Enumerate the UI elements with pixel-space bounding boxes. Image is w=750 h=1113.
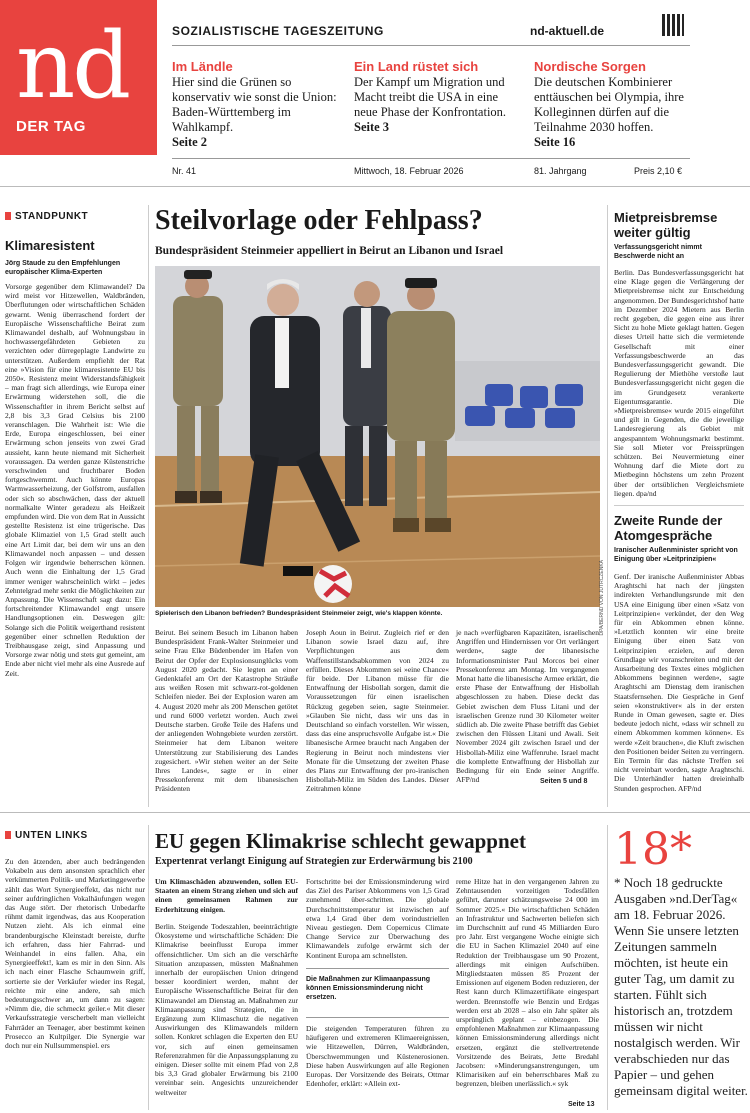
teaser-text: Der Kampf um Migration und Macht treibt die USA in eine neue Phase der Konfrontation.	[354, 75, 507, 119]
issue-date: Mittwoch, 18. Februar 2026	[354, 166, 464, 176]
issue-number: Nr. 41	[172, 166, 197, 176]
section-label: STANDPUNKT	[15, 211, 89, 222]
photo-credit: DPA/BERND VON JUTRCZENKA	[599, 560, 605, 636]
lead-photo	[155, 266, 600, 607]
divider	[0, 186, 750, 187]
klima-col-1: Berlin. Steigende Todeszahlen, beeinträchtigte Ökosysteme und wirtschaftliche Schäden: Die Klimakrise beeinflusst Europa immer offensichtlicher. Um sich an die verschärfte Situation anzupassen, müssten Maßnahmen innerhalb der europäischen Union dringend besser koordiniert werden, mahnt der Europäische Wissenschaftliche Beirat für den Klimawandel am Dienstag an. Maßnahmen zur Klimaanpassung sind Strategien, die in Ergänzung zum Klimaschutz die negativen Auswirkungen des Klimawandels mildern sollen. Konkret schlagen die Experten den EU vor, sich auf einen gemeinsamen Referenzrahmen für die Anpassungsplanung zu einigen. Dieser sollte mit einem Pfad von 2,8 bis 3,3 Grad globaler Erwärmung bis 2100 vereinbar sein. Angesichts unzureichender weltweiter	[155, 922, 298, 1097]
side2-sub: Iranischer Außenminister spricht von Einigung über »Leitprinzipien«	[614, 547, 738, 563]
lead-page-ref[interactable]: Seiten 5 und 8	[540, 778, 588, 785]
price: Preis 2,10 €	[634, 166, 683, 176]
section-label: UNTEN LINKS	[15, 830, 88, 841]
section-unten-links	[5, 830, 88, 841]
teaser-kicker: Im Ländle	[172, 59, 233, 74]
divider	[614, 505, 744, 506]
lead-headline[interactable]: Steilvorlage oder Fehlpass?	[155, 205, 483, 236]
teaser-page: Seite 3	[354, 120, 390, 134]
teaser-kicker: Nordische Sorgen	[534, 59, 646, 74]
farewell-number: 18*	[614, 824, 692, 875]
logo-text: nd	[16, 12, 129, 119]
side1-body: Berlin. Das Bundesverfassungsgericht hat eine Klage gegen die Verlängerung der Mietpreisbremse nicht zur Entscheidung angenommen. Der Bundesgerichtshof hatte im Dezember 2024 Mietern aus Berlin recht gegeben, die gegen eine aus ihrer Sicht zu hohe Miete geklagt hatten. Gegen dieses Urteil hatte sich die vermietende Gesellschaft mit einer Verfassungsbeschwerde an das Bundesverfassungsgericht gewandt. Die Regulierung der Miethöhe verstoße laut Bundesverfassungsgericht nicht gegen die im Grundgesetz verankerte Eigentumsgarantie. Die »Mietpreisbremse« wurde 2015 eingeführt und gilt in Gegenden, die die jeweilige Landesregierung als Gebiet mit angespanntem Wohnungsmarkt bestimmt. Sie soll Mieter vor Preissprüngen schützen. Bei Neuvermietung einer Wohnung darf die Miete dort zu Mietbeginn höchstens um zehn Prozent über der ortsüblichen Vergleichsmiete liegen. dpa/nd	[614, 268, 744, 498]
standpunkt-body: Vorsorge gegenüber dem Klimawandel? Da wird meist vor Hitzewellen, Waldbränden, Überflutungen oder wirtschaftlichen Schäden gewarnt. Wenig überraschend fordert der Europäische Wissenschaftliche Beirat zum Klimawandel deshalb, auf Wohnungsbau in hochwassergefährdeten Gebieten zu verzichten oder dürregeplagte Landwirte zu unterstützen. Außerdem empfiehlt der Rat eine »Vision für eine klimaresistente EU bis 2050«. Resistenz meint Widerstandsfähigkeit – man fragt sich allerdings, wie Europa einer Erwärmung widerstehen soll, die die Wissenschaftler in ihrem Bericht selbst auf 2,8 bis 3,3 Grad Celsius bis 2100 veranschlagen. Die Wahrheit ist: Wie die Erde, Europa eingeschlossen, bei einer Erwärmung schon jenseits von zwei Grad aussieht, kann heute niemand mit Sicherheit voraussagen. Da werden ganze Küstenstriche verschwinden und fruchtbarer Boden fortgeschwemmt. Auch könnte Europas Warmwasserheizung, der Golfstrom, ausfallen oder sich so abschwächen, dass der aktuell normalkalte Winter geradezu als Heißzeit empfunden wird. Die von dem Rat in Aussicht gestellte Resistenz ist eine trügerische. Das globale Klimaziel von 1,5 Grad stellt auch eine Art Limit dar, bei dem wir uns an den Klimawandel noch anpassen – und dessen Folgen wir irgendwie beherrschen können. Auch wenn die Einhaltung der 1,5 Grad immer weniger wahrscheinlich wirkt – jedes Zehntelgrad mehr senkt die Möglichkeiten zur Anpassung. Die Wissenschaft sagt dazu: Ein fortschreitender Klimawandel engt unsere Handlungsoptionen ein. Deswegen gilt: Solange sich die Politik weigerthand resistent gegenüber einer schnellen Reduktion der Treibhausgase zeigt, sind Anpassung und Vorsorge zwar nötig und stets gut gemeint, am Ende aber nicht viel mehr als eine Ausrede auf Zeit.	[5, 282, 145, 678]
site-url[interactable]: nd-aktuell.de	[530, 24, 605, 38]
column-rule	[607, 205, 608, 807]
qr-code-icon	[662, 14, 684, 36]
divider	[172, 45, 690, 46]
teaser-page: Seite 2	[172, 135, 208, 149]
teaser-2[interactable]	[354, 60, 514, 135]
column-rule	[148, 205, 149, 807]
klima-col-2: Fortschritte bei der Emissionsminderung wird das Ziel des Pariser Abkommens von 1,5 Grad zunehmend über-schritten. Die globale Durchschnittstemperatur ist inzwischen auf etwa 1,4 Grad über dem vorindustriellen Niveau gestiegen. Dem Copernicus Climate Change Service zur Überwachung des Klimawandels zufolge erwärmt sich der Kontinent Europa am schnellsten.	[306, 877, 449, 960]
section-standpunkt	[5, 211, 88, 222]
farewell-text: * Noch 18 gedruckte Ausgaben »nd.DerTag« am 18. Februar 2026. Wenn Sie unsere letzten Zeitungen sammeln möchten, ist heute ein guter Tag, um damit zu starten. Fühlt sich historisch an, trotzdem müssen wir nicht nostalgisch werden. Wir verabschieden nur das Papier – und gehen gemeinsam digital weiter.	[614, 875, 748, 1098]
teaser-text: Hier sind die Grünen so konservativ wie sonst die Union: Baden-Württemberg im Wahlkampf.	[172, 75, 337, 134]
standpunkt-byline: Jörg Staude zu den Empfehlungen europäischer Klima-Experten	[5, 260, 121, 276]
photo-illustration	[155, 266, 600, 607]
divider	[172, 158, 690, 159]
column-rule	[607, 825, 608, 1110]
divider	[0, 812, 750, 813]
logo-sub: DER TAG	[16, 118, 86, 135]
standpunkt-title: Klimaresistent	[5, 238, 95, 253]
lead-col-2: Joseph Aoun in Beirut. Zugleich rief er den Libanon sowie Israel dazu auf, ihre Verpflichtungen aus dem Waffenstillstandsabkommen von 2024 zu erfüllen. Dieses Abkommen sei »eine Chance« für beide. Der Libanon müsse für die Entwaffnung der Hisbollah sorgen, damit die Voraussetzungen für einen israelischen Rückzug gegeben seien, sagte Steinmeier. »Glauben Sie nicht, dass wir uns das in Deutschland so einfach vorstellen. Wir wissen, dass das eine anspruchsvolle Aufgabe ist.« Die libanesische Armee braucht nach Angaben der Regierung in Beirut noch mindestens vier Monate für die Umsetzung der zweiten Phase des Plans zur Entwaffnung der pro-iranischen Hisbollah-Miliz im Süden des Landes. Dieser Zeitrahmen könne	[306, 628, 449, 794]
paper-label: SOZIALISTISCHE TAGESZEITUNG	[172, 24, 384, 38]
square-icon	[5, 831, 11, 839]
teaser-3[interactable]	[534, 60, 702, 150]
side2-title[interactable]: Zweite Runde der Atomgespräche	[614, 513, 723, 543]
klima-subhead: Expertenrat verlangt Einigung auf Strategien zur Erderwärmung bis 2100	[155, 856, 473, 867]
pull-quote: Die Maßnahmen zur Klimaanpassung können Emissionsminderung nicht ersetzen.	[306, 976, 431, 1001]
teaser-text: Die deutschen Kombinierer enttäuschen bei Olympia, ihre Kolleginnen dürfen auf die Teilnahme 2030 hoffen.	[534, 75, 684, 134]
column-rule	[148, 825, 149, 1110]
teaser-page: Seite 16	[534, 135, 576, 149]
lead-col-3: je nach »verfügbaren Kapazitäten, israelischen Angriffen und Hindernissen vor Ort verlängert werden«, sagte der libanesische Informationsminister Paul Morcos bei einer Pressekonferenz am Montag. Im vergangenen Monat hatte die libanesische Armee erklärt, die erste Phase der Entwaffnung der Hisbollah abgeschlossen zu haben. Diese deckt das Gebiet zwischen dem Fluss Litani und der israelischen Grenze rund 30 Kilometer weiter südlich ab. Die zweite Phase betrifft das Gebiet zwischen den Flüssen Litani und Awali. Seit November 2024 gilt zwischen Israel und der Hisbollah-Miliz eine Waffenruhe. Israel macht die komplette Entwaffnung der Hisbollah zur Bedingung für ein Ende seiner Angriffe. AFP/nd	[456, 628, 599, 785]
klima-page-ref[interactable]: Seite 13	[568, 1101, 595, 1108]
klima-headline[interactable]: EU gegen Klimakrise schlecht gewappnet	[155, 829, 526, 853]
teaser-1[interactable]	[172, 60, 344, 150]
logo[interactable]	[0, 0, 157, 155]
photo-caption: Spielerisch den Libanon befrieden? Bundespräsident Steinmeier zeigt, wie's klappen könnte.	[155, 610, 443, 617]
klima-col-2b: Die steigenden Temperaturen führen zu häufigeren und extremeren Klimaereignissen, wie Hitzewellen, Dürren, Waldbränden, Überschwemmungen und Küstenerosionen. Diese haben Auswirkungen auf alle Regionen Europas. Der Vorsitzende des Beirats, Ottmar Edenhofer, erklärt: »Allein ext-	[306, 1024, 449, 1089]
side1-title[interactable]: Mietpreisbremse weiter gültig	[614, 210, 718, 240]
lead-subhead: Bundespräsident Steinmeier appelliert in Beirut an Libanon und Israel	[155, 245, 504, 257]
volume: 81. Jahrgang	[534, 166, 587, 176]
klima-col-3: reme Hitze hat in den vergangenen Jahren zu Zehntausenden vorzeitigen Todesfällen geführt, darunter schätzungsweise 24 000 im Sommer 2025.« Die wirtschaftlichen Schäden an Infrastruktur und Sachwerten beliefen sich im Durchschnitt auf rund 45 Milliarden Euro pro Jahr. Erst vergangene Woche einigte sich die EU in Sachen Klimaziel 2040 auf eine Reduktion der Treibhausgase um 90 Prozent, allerdings mit einigen Aufschüben. Mitgliedstaaten müssen 85 Prozent der Emissionen auf eigenem Boden reduzieren, der Rest kann durch Klimazertifikate eingespart werden. Brennstoffe wie Benzin und Erdgas werden erst ab 2028 – also ein Jahr später als ursprünglich geplant – einbezogen. Die empfohlenen Maßnahmen zur Klimaanpassung können Emissionsminderung allerdings nicht ersetzen, ergänzt die stellvertretende Vorsitzende des Beirats, Jette Bredahl Jacobsen: »Minderungsanstrengungen, um Klimarisiken auf ein beherrschbares Maß zu begrenzen, bleiben unerlässlich.« syk	[456, 877, 599, 1089]
teaser-kicker: Ein Land rüstet sich	[354, 59, 479, 74]
square-icon	[5, 212, 11, 220]
side2-body: Genf. Der iranische Außenminister Abbas Araghtschi hat nach der jüngsten indirekten Verhandlungsrunde mit den USA eine Einigung über einen »Satz von Leitprinzipien« verkündet, der den Weg für ein Abkommen ebnen könne. »Letztlich konnten wir eine breite Einigung über einen Satz von Leitprinzipien erzielen, auf deren Grundlage wir voranschreiten und mit der Ausarbeitung des Textes eines möglichen Abkommens beginnen werden«, sagte Araghtschi am Dienstag dem iranischen Staatsfernsehen. Die Gespräche in Genf seien »konstruktiver« als in der ersten Runde in Oman gewesen, sagte er. Dies bedeute jedoch nicht, »dass wir schnell zu einem Abkommen kommen können«. Es werde »Zeit brauchen«, die Kluft zwischen den Positionen beider Seiten zu verringern. Ein Termin für das nächste Treffen sei nicht vereinbart worden, sagte Araghtschi. Die Unterhändler hatten dreieinhalb Stunden gesprochen. AFP/nd	[614, 572, 744, 793]
klima-lead: Um Klimaschäden abzuwenden, sollen EU-Staaten an einem Strang ziehen und sich auf einen gemeinsamen Rahmen zur Erderhitzung einigen.	[155, 877, 298, 914]
pull-quote-box	[306, 968, 449, 1018]
lead-col-1: Beirut. Bei seinem Besuch im Libanon haben Bundespräsident Frank-Walter Steinmeier und seine Frau Elke Büdenbender im Hafen von Beirut der Opfer der Explosionsunglücks vom August 2020 gedacht. Sie legten an einer Gedenktafel am Ort der Katastrophe Sträuße aus weißen Rosen mit schwarz-rot-goldenen Schleifen nieder. Bei der Explosion waren am 4. August 2020 mehr als 200 Menschen getötet und rund 6000 verletzt worden. Auch zwei Deutsche starben. Große Teile des Hafens und der anliegenden Wohngebiete wurden zerstört. Steinmeier hat dem Libanon weitere Unterstützung zur Stabilisierung des Landes zugesichert. »Wir stehen weiter an der Seite Ihres Landes«, sagte er in einer Pressekonferenz mit dem libanesischen Präsidenten	[155, 628, 298, 794]
unten-body: Zu den ätzenden, aber auch bedrängenden Vokabeln aus dem ansonsten sprachlich eher verkümmerten Politik- und Marketinggewerbe zählt das Wort Synergieeffekt, das nicht nur seiner aufdringlichen Vokalhäufungen wegen das Auge stört. Der rhetorisch Unbedarfte rühmt damit irgendwas, das aus Kooperation Nutzen zieht. Als ich einmal eine brandenburgische Kleinstadt bereiste, durfte ich erfahren, dass hier Fahrrad- und Weinhandel in eins fallen. Aha, ein Synergieeffekt!, kam es mir in den Sinn. Als ich nach einer Flasche Schaumwein griff, sortierte sie der Verkäufer wieder ins Regal, reichte mir eine andere, sah mich bedeutungsschwer an, um dann zu sagen: »Nimm die, die schmeckt geiler.« Mit dieser Verkaufsstrategie verscherbelt man vielleicht Fahrräder an Teenager, aber bestimmt keinen Prosecco an Kultpilger. Die Synergie war doch nur ein Nullsummenspiel. ers	[5, 857, 145, 1051]
side1-sub: Verfassungsgericht nimmt Beschwerde nicht an	[614, 244, 702, 260]
